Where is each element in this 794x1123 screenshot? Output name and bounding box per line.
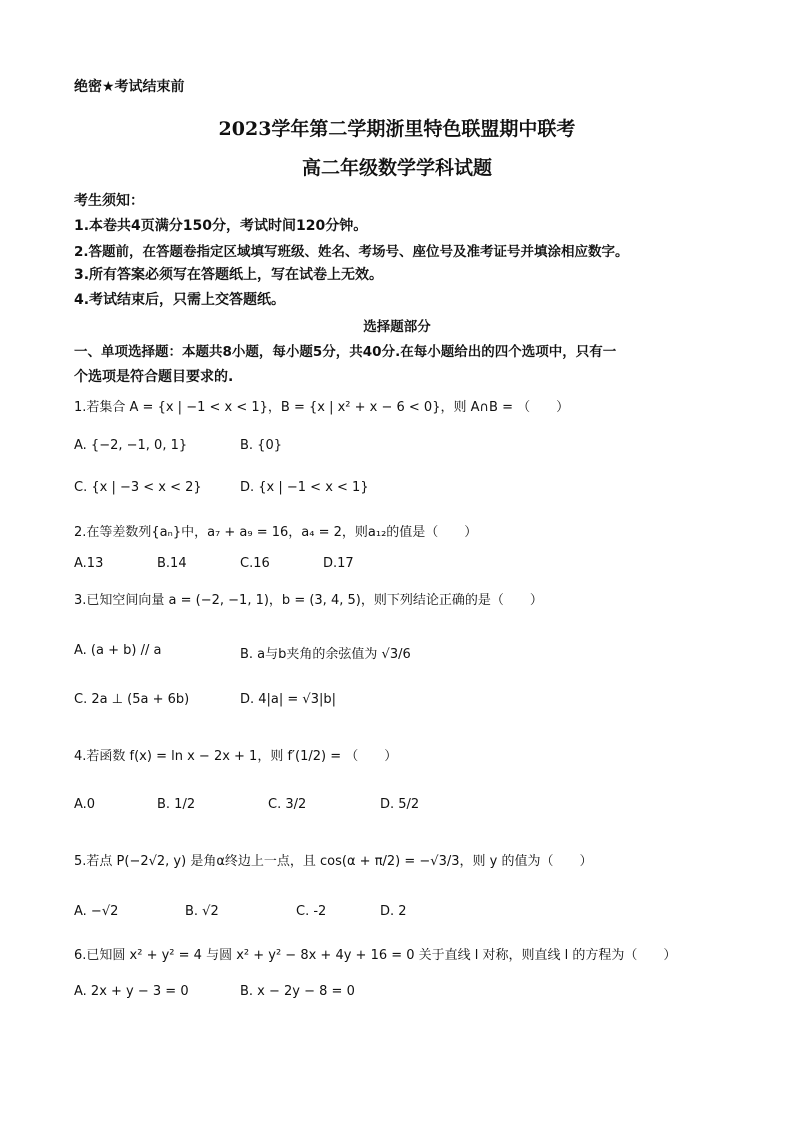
notice-item: 1.本卷共4页满分150分，考试时间120分钟。	[74, 218, 368, 234]
notice-item: 3.所有答案必须写在答题纸上，写在试卷上无效。	[74, 267, 384, 283]
option-c: C. 2a ⊥ (5a + 6b)	[74, 692, 190, 707]
option-b: B. 1/2	[157, 797, 196, 812]
part-title: 选择题部分	[363, 319, 431, 335]
question-stem: 4.若函数 f(x) = ln x − 2x + 1，则 f′(1/2) = （ ）	[74, 749, 398, 764]
option-b: B. a与b夹角的余弦值为 √3/6	[240, 647, 411, 662]
question-stem: 6.已知圆 x² + y² = 4 与圆 x² + y² − 8x + 4y + 16 = 0 关于直线 l 对称，则直线 l 的方程为（ ）	[74, 948, 677, 963]
option-c: C. -2	[296, 904, 327, 919]
option-b: B.14	[157, 556, 187, 571]
option-d: D.17	[323, 556, 354, 571]
option-d: D. 5/2	[380, 797, 420, 812]
section-instruction: 一、单项选择题：本题共8小题，每小题5分，共40分.在每小题给出的四个选项中，只有一	[74, 344, 617, 360]
section-instruction: 个选项是符合题目要求的.	[74, 369, 234, 385]
option-a: A. 2x + y − 3 = 0	[74, 984, 189, 999]
option-c: C. {x | −3 < x < 2}	[74, 480, 202, 495]
question-stem: 5.若点 P(−2√2, y) 是角α终边上一点，且 cos(α + π/2) = −√3/3，则 y 的值为（ ）	[74, 854, 593, 869]
question-stem: 1.若集合 A = {x | −1 < x < 1}，B = {x | x² + x − 6 < 0}，则 A∩B = （ ）	[74, 400, 570, 415]
option-a: A.0	[74, 797, 96, 812]
option-d: D. 2	[380, 904, 407, 919]
option-c: C.16	[240, 556, 270, 571]
exam-subtitle: 高二年级数学学科试题	[301, 157, 492, 179]
notice-heading: 考生须知：	[74, 193, 144, 209]
exam-title: 2023学年第二学期浙里特色联盟期中联考	[218, 118, 576, 140]
option-a: A. (a + b) // a	[74, 643, 162, 658]
option-b: B. √2	[185, 904, 219, 919]
option-d: D. 4|a| = √3|b|	[240, 692, 336, 707]
question-stem: 3.已知空间向量 a = (−2, −1, 1)，b = (3, 4, 5)，则下列结论正确的是（ ）	[74, 593, 543, 608]
notice-item: 2.答题前，在答题卷指定区域填写班级、姓名、考场号、座位号及准考证号并填涂相应数字。	[74, 244, 629, 260]
option-b: B. {0}	[240, 438, 282, 453]
option-b: B. x − 2y − 8 = 0	[240, 984, 355, 999]
option-a: A.13	[74, 556, 104, 571]
option-c: C. 3/2	[268, 797, 307, 812]
option-a: A. −√2	[74, 904, 119, 919]
confidential-label: 绝密★考试结束前	[74, 79, 185, 95]
option-a: A. {−2, −1, 0, 1}	[74, 438, 188, 453]
option-d: D. {x | −1 < x < 1}	[240, 480, 369, 495]
question-stem: 2.在等差数列{aₙ}中，a₇ + a₉ = 16，a₄ = 2，则a₁₂的值是（ ）	[74, 525, 478, 540]
notice-item: 4.考试结束后，只需上交答题纸。	[74, 292, 286, 308]
